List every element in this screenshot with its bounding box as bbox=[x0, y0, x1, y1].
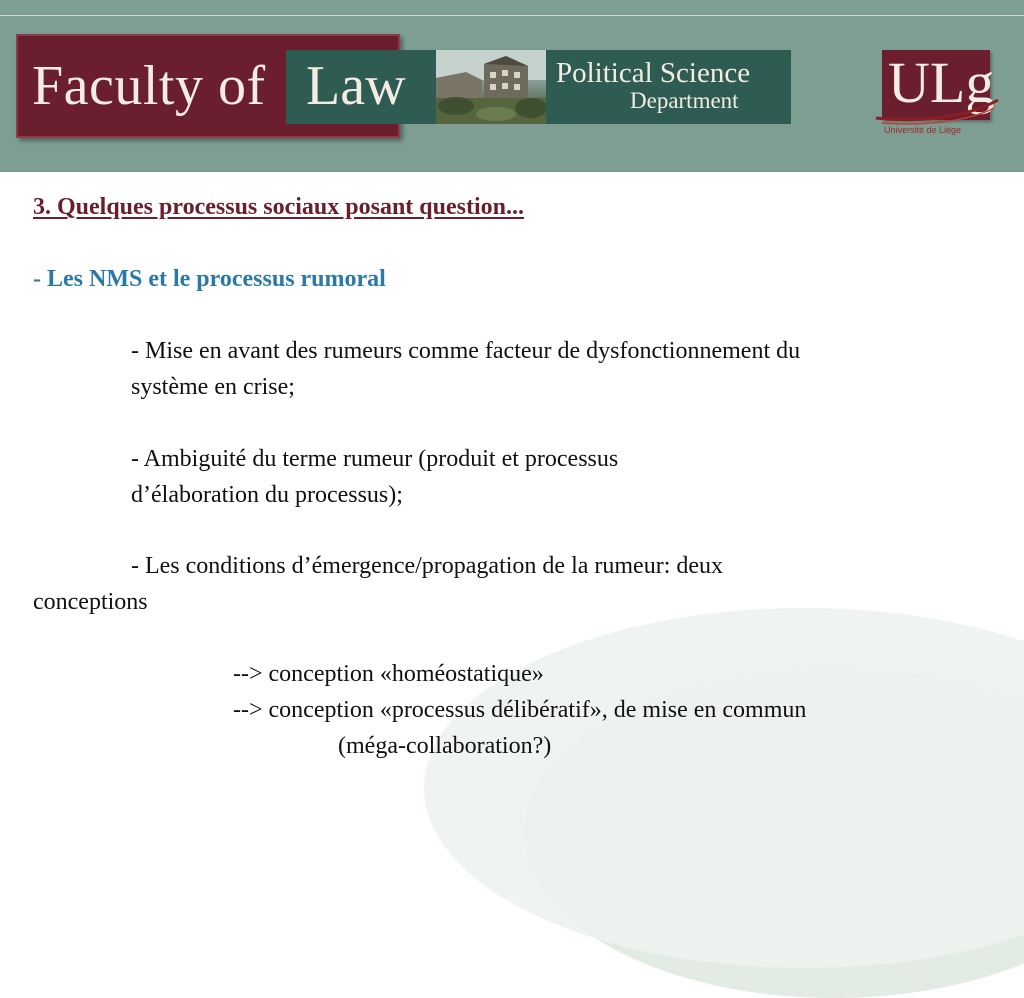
slide-heading: 3. Quelques processus sociaux posant question... bbox=[33, 194, 524, 220]
point-1-line-2: système en crise; bbox=[131, 374, 295, 400]
department-label: Department bbox=[630, 88, 739, 113]
point-3-line-1: - Les conditions d’émergence/propagation de la rumeur: deux bbox=[131, 553, 724, 579]
slide-subheading: - Les NMS et le processus rumoral bbox=[33, 266, 386, 292]
concept-homeostatic: --> conception «homéostatique» bbox=[233, 661, 544, 687]
faculty-label: Faculty of bbox=[32, 55, 266, 117]
law-label: Law bbox=[306, 55, 406, 117]
point-2-line-1: - Ambiguité du terme rumeur (produit et processus bbox=[131, 446, 619, 472]
point-3-line-2: conceptions bbox=[33, 589, 148, 615]
ulg-subtitle: Université de Liège bbox=[884, 125, 962, 135]
ulg-logo-text: ULg bbox=[888, 50, 995, 115]
concept-deliberative-line-2: (méga-collaboration?) bbox=[338, 733, 552, 759]
point-1-line-1: - Mise en avant des rumeurs comme facteur de dysfonctionnement du bbox=[131, 338, 801, 364]
concept-deliberative-line-1: --> conception «processus délibératif», de mise en commun bbox=[233, 697, 807, 723]
political-science-label: Political Science bbox=[556, 57, 751, 89]
point-2-line-2: d’élaboration du processus); bbox=[131, 482, 403, 508]
